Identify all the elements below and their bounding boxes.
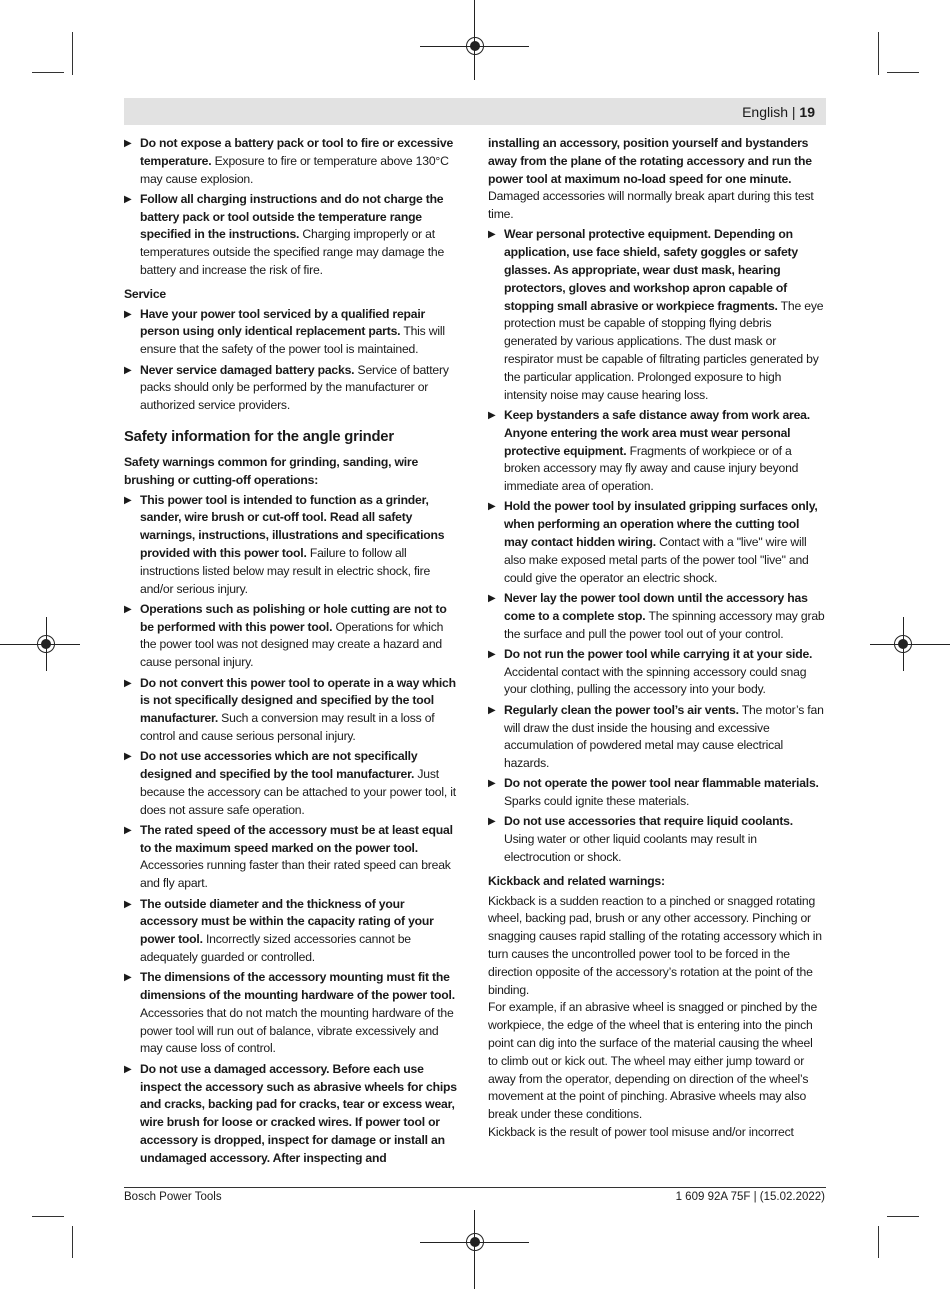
- header-bar: [124, 98, 826, 125]
- bullet-arrow-icon: ▶: [124, 603, 132, 615]
- warning-item: [488, 702, 825, 773]
- bullet-arrow-icon: ▶: [124, 193, 132, 205]
- bullet-arrow-icon: ▶: [488, 778, 496, 790]
- warning-item: [488, 775, 825, 811]
- warning-text: The motor’s fan will draw the dust inside the housing and excessive accumulation of powdered metal may cause electrical hazards.: [504, 702, 824, 771]
- bullet-arrow-icon: ▶: [488, 592, 496, 604]
- bullet-arrow-icon: ▶: [124, 677, 132, 689]
- crop-mark-bottom-left-v: [72, 1226, 73, 1258]
- bullet-arrow-icon: ▶: [124, 308, 132, 320]
- warning-text: The eye protection must be capable of stopping flying debris generated by various applications. The dust mask or respirator must be capable of filtrating particles generated by the particular application. Prolonged exposure to high intensity noise may cause hearing loss.: [504, 298, 824, 402]
- warning-item: [124, 362, 461, 415]
- warning-text: Charging improperly or at temperatures outside the specified range may damage the battery and increase the risk of fire.: [140, 227, 445, 278]
- bullet-arrow-icon: ▶: [488, 229, 496, 241]
- warning-text: This will ensure that the safety of the power tool is maintained.: [140, 324, 445, 357]
- warning-text: Exposure to fire or temperature above 130°C may cause explosion.: [140, 153, 449, 186]
- footer-document-code: 1 609 92A 75F | (15.02.2022): [675, 1191, 825, 1203]
- warning-item: [124, 969, 461, 1058]
- warning-bold-text: Do not convert this power tool to operate in a way which is not specifically designed and specified by the tool manufacturer.: [140, 675, 456, 726]
- left-column: [124, 135, 461, 1170]
- warning-item: [488, 813, 825, 866]
- crop-mark-top-right-v: [878, 32, 879, 75]
- warning-text: Using water or other liquid coolants may result in electrocution or shock.: [504, 832, 757, 865]
- warning-item: [488, 498, 825, 587]
- warning-bold-text: Do not use accessories which are not specifically designed and specified by the tool manufacturer.: [140, 749, 418, 781]
- footer-rule: [124, 1187, 826, 1188]
- warning-item: [488, 646, 825, 699]
- warning-bold-text: Hold the power tool by insulated gripping surfaces only, when performing an operation where the cutting tool may contact hidden wiring.: [504, 499, 818, 550]
- warning-item: [488, 407, 825, 496]
- crop-mark-bottom-right-h: [887, 1216, 919, 1217]
- crop-mark-top-left-h: [32, 72, 64, 73]
- bullet-arrow-icon: ▶: [124, 494, 132, 506]
- bullet-arrow-icon: ▶: [124, 751, 132, 763]
- bullet-arrow-icon: ▶: [488, 648, 496, 660]
- bullet-arrow-icon: ▶: [124, 898, 132, 910]
- warning-bold-text: The outside diameter and the thickness of your accessory must be within the capacity rating of your power tool.: [140, 896, 434, 947]
- registration-mark-left: [37, 635, 55, 653]
- warning-bold-text: Wear personal protective equipment. Depending on application, use face shield, safety goggles or safety glasses. As appropriate, wear dust mask, hearing protectors, gloves and workshop apron capable of stopping small abrasive or workpiece fragments.: [504, 227, 798, 313]
- warning-text: Damaged accessories will normally break apart during this test time.: [488, 189, 814, 222]
- paragraph: Kickback is a sudden reaction to a pinched or snagged rotating wheel, backing pad, brush or any other accessory. Pinching or snagging causes rapid stalling of the rotating accessory which in turn causes the uncontrolled power tool to be forced in the direction opposite of the accessory’s rotation at the point of the binding.: [488, 893, 822, 997]
- warning-bold-text: This power tool is intended to function as a grinder, sander, wire brush or cut-off tool. Read all safety warnings, instructions, illustrations and specifications provided with this power tool.: [140, 492, 445, 560]
- warning-bold-text: Regularly clean the power tool’s air vents.: [504, 702, 739, 717]
- header-separator: |: [791, 104, 796, 120]
- warning-item: [124, 135, 461, 188]
- warning-item: [488, 590, 825, 643]
- header-language: English: [742, 104, 788, 120]
- warning-item: [124, 896, 461, 967]
- warning-bold-text: Follow all charging instructions and do not charge the battery pack or tool outside the temperature range specified in the instructions.: [140, 191, 444, 242]
- crop-mark-bottom-right-v: [878, 1226, 879, 1258]
- warning-text: Such a conversion may result in a loss of control and cause serious personal injury.: [140, 711, 435, 743]
- bullet-arrow-icon: ▶: [124, 138, 132, 149]
- warning-bold-text: Do not run the power tool while carrying it at your side.: [504, 646, 813, 661]
- page-header: [742, 103, 815, 121]
- bullet-arrow-icon: ▶: [488, 409, 496, 421]
- right-column: [488, 135, 825, 1142]
- warning-item: [124, 822, 461, 893]
- warning-bold-text: Never service damaged battery packs.: [140, 362, 355, 377]
- warning-bold-text: Do not expose a battery pack or tool to fire or excessive temperature.: [140, 136, 454, 168]
- warning-item: [124, 675, 461, 746]
- page-number: 19: [799, 104, 815, 120]
- warning-text: The spinning accessory may grab the surface and pull the power tool out of your control.: [504, 608, 825, 641]
- warning-item: [124, 191, 461, 280]
- subheading: Kickback and related warnings:: [488, 873, 665, 888]
- warning-item: [124, 1061, 461, 1168]
- warning-text: Failure to follow all instructions listed below may result in electric shock, fire and/or serious injury.: [140, 545, 431, 596]
- bullet-arrow-icon: ▶: [124, 364, 132, 376]
- bullet-arrow-icon: ▶: [488, 501, 496, 513]
- warning-item: [124, 601, 461, 672]
- warning-text: Incorrectly sized accessories cannot be adequately guarded or controlled.: [140, 932, 411, 964]
- warning-text: Accessories that do not match the mounting hardware of the power tool will run out of balance, vibrate excessively and may cause loss of control.: [140, 1005, 454, 1056]
- warning-bold-text: installing an accessory, position yourself and bystanders away from the plane of the rotating accessory and run the power tool at maximum no-load speed for one minute.: [488, 136, 812, 186]
- warning-bold-text: Have your power tool serviced by a qualified repair person using only identical replacement parts.: [140, 306, 426, 339]
- warning-bold-text: Never lay the power tool down until the accessory has come to a complete stop.: [504, 590, 808, 623]
- section-heading: Safety information for the angle grinder: [124, 428, 394, 445]
- registration-mark-bottom: [466, 1233, 484, 1251]
- bullet-arrow-icon: ▶: [124, 972, 132, 984]
- warning-text: Contact with a "live" wire will also make exposed metal parts of the power tool "live" and could give the operator an electric shock.: [504, 535, 809, 585]
- warning-text: Accidental contact with the spinning accessory could snag your clothing, pulling the accessory into your body.: [504, 664, 807, 697]
- paragraph: Kickback is the result of power tool misuse and/or incorrect: [488, 1125, 794, 1140]
- warning-item: [124, 492, 461, 599]
- warning-bold-text: The rated speed of the accessory must be at least equal to the maximum speed marked on the power tool.: [140, 822, 453, 855]
- warning-item: [124, 748, 461, 819]
- warning-text: Just because the accessory can be attached to your power tool, it does not assure safe operation.: [140, 767, 456, 817]
- crop-mark-top-right-h: [887, 72, 919, 73]
- warning-item: [124, 306, 461, 359]
- warning-text: Service of battery packs should only be performed by the manufacturer or authorized service providers.: [140, 362, 449, 413]
- warning-bold-text: Do not use a damaged accessory. Before each use inspect the accessory such as abrasive wheels for chips and cracks, backing pad for cracks, tear or excess wear, wire brush for loose or cracked wires. If power tool or accessory is dropped, inspect for damage or install an undamaged accessory. After inspecting and: [140, 1061, 457, 1165]
- warning-text: Accessories running faster than their rated speed can break and fly apart.: [140, 858, 451, 891]
- warning-bold-text: Operations such as polishing or hole cutting are not to be performed with this power tool.: [140, 601, 447, 634]
- warning-item: [488, 226, 825, 404]
- warning-bold-text: Keep bystanders a safe distance away from work area. Anyone entering the work area must wear personal protective equipment.: [504, 407, 810, 458]
- footer-publisher: Bosch Power Tools: [124, 1191, 222, 1203]
- crop-mark-top-left-v: [72, 32, 73, 75]
- warning-bold-text: Do not use accessories that require liquid coolants.: [504, 814, 793, 829]
- bullet-arrow-icon: ▶: [488, 816, 496, 828]
- paragraph: For example, if an abrasive wheel is snagged or pinched by the workpiece, the edge of the wheel that is entering into the pinch point can dig into the surface of the material causing the wheel to climb out or kick out. The wheel may either jump toward or away from the operator, depending on direction of the wheel’s movement at the point of pinching. Abrasive wheels may also break under these conditions.: [488, 1000, 818, 1122]
- warning-text: Operations for which the power tool was not designed may create a hazard and cause personal injury.: [140, 619, 444, 670]
- bullet-arrow-icon: ▶: [124, 1063, 132, 1075]
- crop-mark-bottom-left-h: [32, 1216, 64, 1217]
- bullet-arrow-icon: ▶: [488, 704, 496, 716]
- warning-item-continued: [488, 135, 825, 224]
- registration-mark-top: [466, 37, 484, 55]
- warning-text: Sparks could ignite these materials.: [504, 794, 690, 809]
- warning-bold-text: The dimensions of the accessory mounting must fit the dimensions of the mounting hardware of the power tool.: [140, 970, 455, 1003]
- warning-bold-text: Do not operate the power tool near flammable materials.: [504, 776, 819, 791]
- subheading: Service: [124, 286, 166, 301]
- bullet-arrow-icon: ▶: [124, 824, 132, 836]
- registration-mark-right: [894, 635, 912, 653]
- subheading: Safety warnings common for grinding, sanding, wire brushing or cutting-off operations:: [124, 454, 419, 487]
- warning-text: Fragments of workpiece or of a broken accessory may fly away and cause injury beyond immediate area of operation.: [504, 443, 799, 494]
